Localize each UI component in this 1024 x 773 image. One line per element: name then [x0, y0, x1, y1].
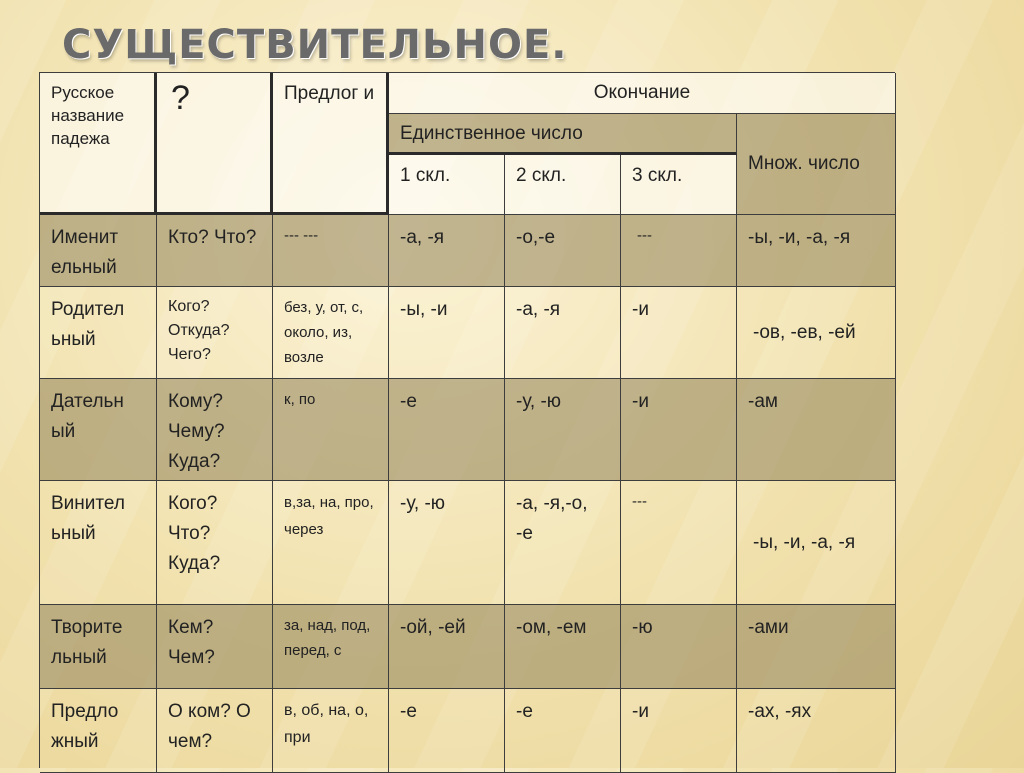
row-ending-decl2: -а, -я,-о, -е [505, 481, 621, 605]
row-questions: Кем? Чем? [157, 605, 273, 689]
row-ending-decl1: -у, -ю [389, 481, 505, 605]
row-ending-decl1: -а, -я [389, 215, 505, 287]
row-ending-decl1: -е [389, 379, 505, 481]
header-decl1: 1 скл. [389, 155, 505, 215]
header-singular: Единственное число [389, 114, 737, 155]
row-prepositions: без, у, от, с, около, из, возле [273, 287, 389, 379]
header-question: ? [157, 73, 273, 215]
row-case: Родител ьный [40, 287, 157, 379]
row-ending-plural: -ах, -ях [737, 689, 896, 773]
header-decl3: 3 скл. [621, 155, 737, 215]
row-ending-plural: -ам [737, 379, 896, 481]
row-questions: Кого? Что? Куда? [157, 481, 273, 605]
row-ending-decl1: -ой, -ей [389, 605, 505, 689]
header-ending: Окончание [389, 73, 896, 114]
row-prepositions: в,за, на, про, через [273, 481, 389, 605]
header-case-name: Русское название падежа [40, 73, 157, 215]
row-case: Дательн ый [40, 379, 157, 481]
row-ending-decl3: --- [621, 481, 737, 605]
row-ending-decl2: -ом, -ем [505, 605, 621, 689]
row-ending-decl3: -и [621, 689, 737, 773]
row-ending-decl2: -а, -я [505, 287, 621, 379]
header-decl2: 2 скл. [505, 155, 621, 215]
row-ending-decl1: -е [389, 689, 505, 773]
row-questions: Кто? Что? [157, 215, 273, 287]
row-questions: О ком? О чем? [157, 689, 273, 773]
row-prepositions: к, по [273, 379, 389, 481]
row-ending-plural-merged: -ов, -ев, -ей [737, 287, 896, 379]
row-ending-decl2: -о,-е [505, 215, 621, 287]
declension-table [39, 72, 895, 768]
row-case: Именит ельный [40, 215, 157, 287]
header-plural: Множ. число [737, 114, 896, 215]
header-prepositions: Предлог и [273, 73, 389, 215]
row-prepositions: --- --- [273, 215, 389, 287]
row-ending-decl3: -ю [621, 605, 737, 689]
row-prepositions: в, об, на, о, при [273, 689, 389, 773]
row-ending-plural: -ами [737, 605, 896, 689]
row-ending-decl2: -е [505, 689, 621, 773]
row-questions: Кому? Чему? Куда? [157, 379, 273, 481]
row-ending-decl1: -ы, -и [389, 287, 505, 379]
row-case: Творите льный [40, 605, 157, 689]
slide-title: СУЩЕСТВИТЕЛЬНОЕ. [62, 22, 568, 68]
row-ending-decl3: --- [621, 215, 737, 287]
row-questions: Кого? Откуда? Чего? [157, 287, 273, 379]
row-ending-plural-merged: -ы, -и, -а, -я [737, 481, 896, 605]
row-ending-decl3: -и [621, 287, 737, 379]
row-ending-decl3: -и [621, 379, 737, 481]
row-case: Винител ьный [40, 481, 157, 605]
row-ending-plural: -ы, -и, -а, -я [737, 215, 896, 287]
row-prepositions: за, над, под, перед, с [273, 605, 389, 689]
row-case: Предло жный [40, 689, 157, 773]
row-ending-decl2: -у, -ю [505, 379, 621, 481]
